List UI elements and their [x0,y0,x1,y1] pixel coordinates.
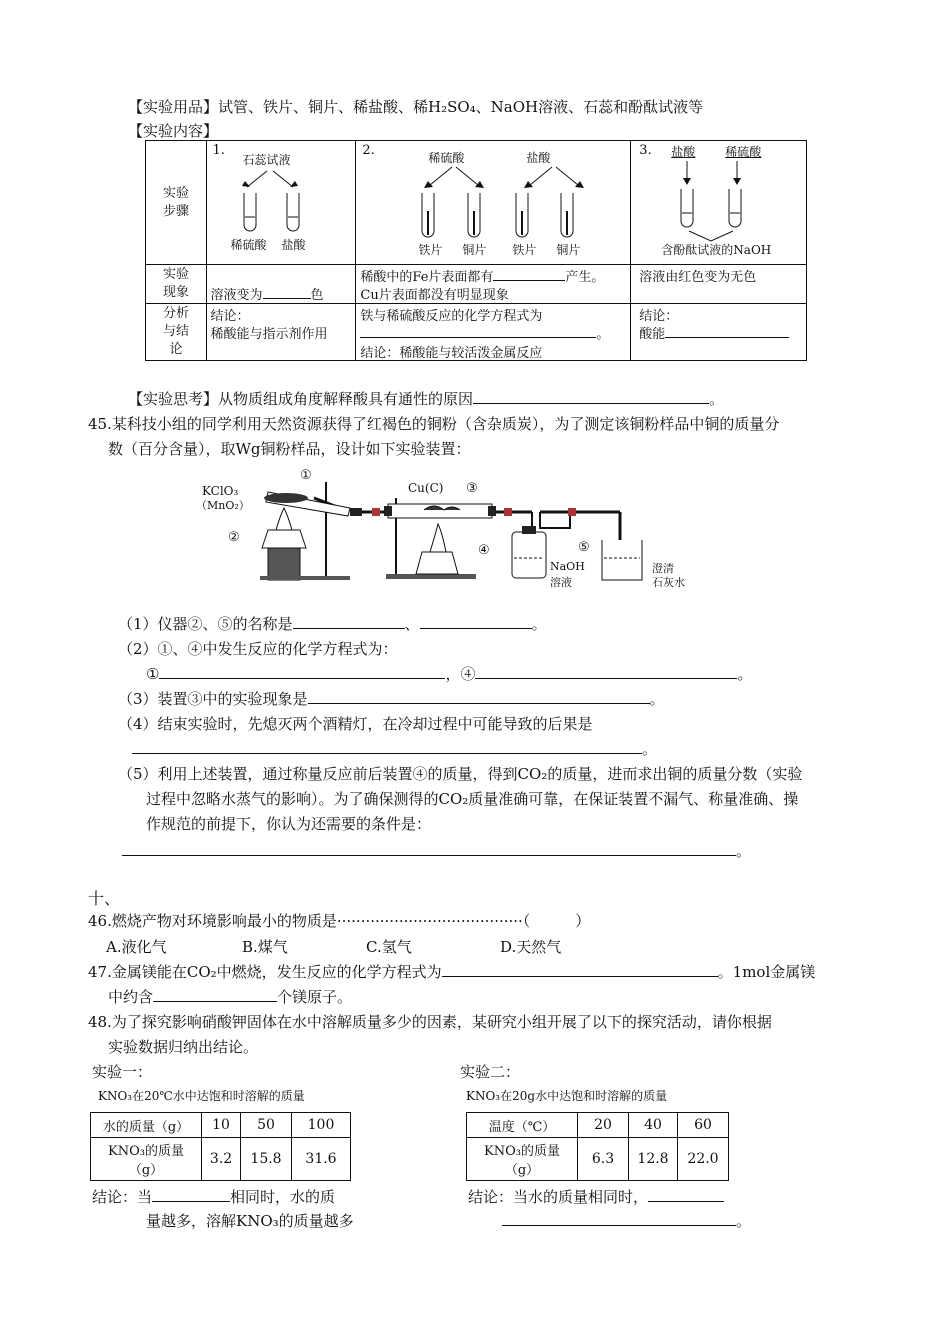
label-mno2: （MnO₂） [196,499,250,512]
label-solution: 溶液 [550,576,572,589]
label-clear: 澄清 [652,562,674,575]
step3-cell: 3. 盐酸 稀硫酸 含酚酞试液的NaOH [631,141,807,265]
q48-line1: 48.为了探究影响硝酸钾固体在水中溶解质量多少的因素，某研究小组开展了以下的探究活动，请你根据 [88,1013,772,1031]
label-limewater: 石灰水 [652,576,685,589]
q46-stem: 46.燃烧产物对环境影响最小的物质是·······································（ ） [88,912,591,930]
q48-line2: 实验数据归纳出结论。 [108,1038,259,1056]
thinking-line: 【实验思考】从物质组成角度解释酸具有通性的原因 。 [128,390,725,408]
label-cuc: Cu(C) [408,481,444,495]
q45-s5-line3: 作规范的前提下，你认为还需要的条件是： [146,815,432,833]
exp1-label: 实验一： [92,1063,153,1081]
exp2-conclusion-line1: 结论：当水的质量相同时， [468,1186,724,1207]
blank-condition[interactable] [122,841,736,856]
q45-s2-line2: ① ，④ 。 [146,665,753,683]
q46-option-a[interactable]: A.液化气 [106,938,167,956]
blank-exp2-part2[interactable] [502,1211,736,1226]
blank-acid-base[interactable] [665,323,789,338]
step2-cell: 2. 稀硫酸 盐酸 铁片 铜片 铁片 铜片 [356,141,631,265]
blank-equation-fe[interactable] [360,323,596,338]
materials-line: 【实验用品】试管、铁片、铜片、稀盐酸、稀H₂SO₄、NaOH溶液、石蕊和酚酞试液等 [128,98,704,116]
label-n1: ① [300,468,312,483]
exp1-table: 水的质量（g） 10 50 100 KNO₃的质量（g） 3.2 15.8 31.6 [90,1112,351,1181]
label-n2: ② [228,530,240,545]
blank-instrument-5[interactable] [420,614,532,629]
phenomenon-2: 稀酸中的Fe片表面都有 产生。 Cu片表面都没有明显现象 [356,265,631,304]
blank-equation-1[interactable] [159,664,445,679]
blank-thinking[interactable] [473,389,709,404]
q45-s4-line1: （4）结束实验时，先熄灭两个酒精灯，在冷却过程中可能导致的后果是 [118,715,593,733]
exp2-label: 实验二： [460,1063,521,1081]
exp2-table: 温度（℃） 20 40 60 KNO₃的质量（g） 6.3 12.8 22.0 [466,1112,729,1181]
exp1-conclusion-line2: 量越多，溶解KNO₃的质量越多 [146,1212,354,1230]
q45-s3: （3）装置③中的实验现象是 。 [118,690,665,708]
blank-mg-atoms[interactable] [153,987,277,1002]
label-kclo3: KClO₃ [202,484,239,498]
q45-line1: 45.某科技小组的同学利用天然资源获得了红褐色的铜粉（含杂质炭），为了测定该铜粉样品中铜的质量分 [88,415,780,433]
phenomenon-1: 溶液变为 色 [206,265,356,304]
blank-color[interactable] [263,284,311,299]
row-header-conclusion: 分析与结论 [146,304,207,361]
blank-mg-equation[interactable] [442,962,718,977]
content-label: 【实验内容】 [128,122,219,140]
blank-instrument-2[interactable] [293,614,405,629]
blank-consequence[interactable] [132,739,642,754]
conclusion-2: 铁与稀硫酸反应的化学方程式为 。 结论：稀酸能与较活泼金属反应 [356,304,631,361]
q47-line1: 47.金属镁能在CO₂中燃烧，发生反应的化学方程式为 。1mol金属镁 [88,963,816,981]
conclusion-3: 结论： 酸能 [631,304,807,361]
blank-equation-4[interactable] [475,664,737,679]
q46-option-b[interactable]: B.煤气 [242,938,288,956]
phenomenon-3: 溶液由红色变为无色 [631,265,807,304]
exp1-caption: KNO₃在20℃水中达饱和时溶解的质量 [98,1089,305,1103]
blank-phenomenon-3[interactable] [308,689,650,704]
label-n3: ③ [466,481,478,496]
q45-s4-line2: 。 [132,738,657,759]
step1-cell: 1. 石蕊试液 稀硫酸 盐酸 [206,141,356,265]
q45-s1: （1）仪器②、⑤的名称是 、 。 [118,615,547,633]
label-naoh: NaOH [550,560,585,573]
q46-option-c[interactable]: C.氢气 [366,938,412,956]
section-ten: 十、 [88,889,121,908]
row-header-phenomena: 实验现象 [146,265,207,304]
apparatus-diagram [190,468,710,588]
blank-gas[interactable] [493,266,565,281]
q47-line2: 中约含 个镁原子。 [108,988,353,1006]
conclusion-1: 结论： 稀酸能与指示剂作用 [206,304,356,361]
q46-option-d[interactable]: D.天然气 [500,938,562,956]
q45-s5-line4: 。 [122,840,751,861]
q45-line2: 数（百分含量），取Wg铜粉样品，设计如下实验装置： [108,440,471,458]
exp1-conclusion-line1: 结论：当 相同时，水的质 [92,1188,336,1206]
exp2-conclusion-line2: 。 [502,1210,751,1231]
q45-s5-line2: 过程中忽略水蒸气的影响）。为了确保测得的CO₂质量准确可靠，在保证装置不漏气、称量准确、操 [146,790,799,808]
q45-s5-line1: （5）利用上述装置，通过称量反应前后装置④的质量，得到CO₂的质量，进而求出铜的质量分数（实验 [118,765,803,783]
label-n5: ⑤ [578,540,590,555]
step2-diagram [356,141,632,264]
blank-exp2-part1[interactable] [648,1187,724,1202]
row-header-steps: 实验步骤 [146,141,207,265]
label-n4: ④ [478,543,490,558]
experiment-table [145,140,807,361]
blank-exp1-condition[interactable] [152,1187,230,1202]
exp2-caption: KNO₃在20g水中达饱和时溶解的质量 [466,1089,668,1103]
q45-s2-line1: （2）①、④中发生反应的化学方程式为： [118,640,398,658]
